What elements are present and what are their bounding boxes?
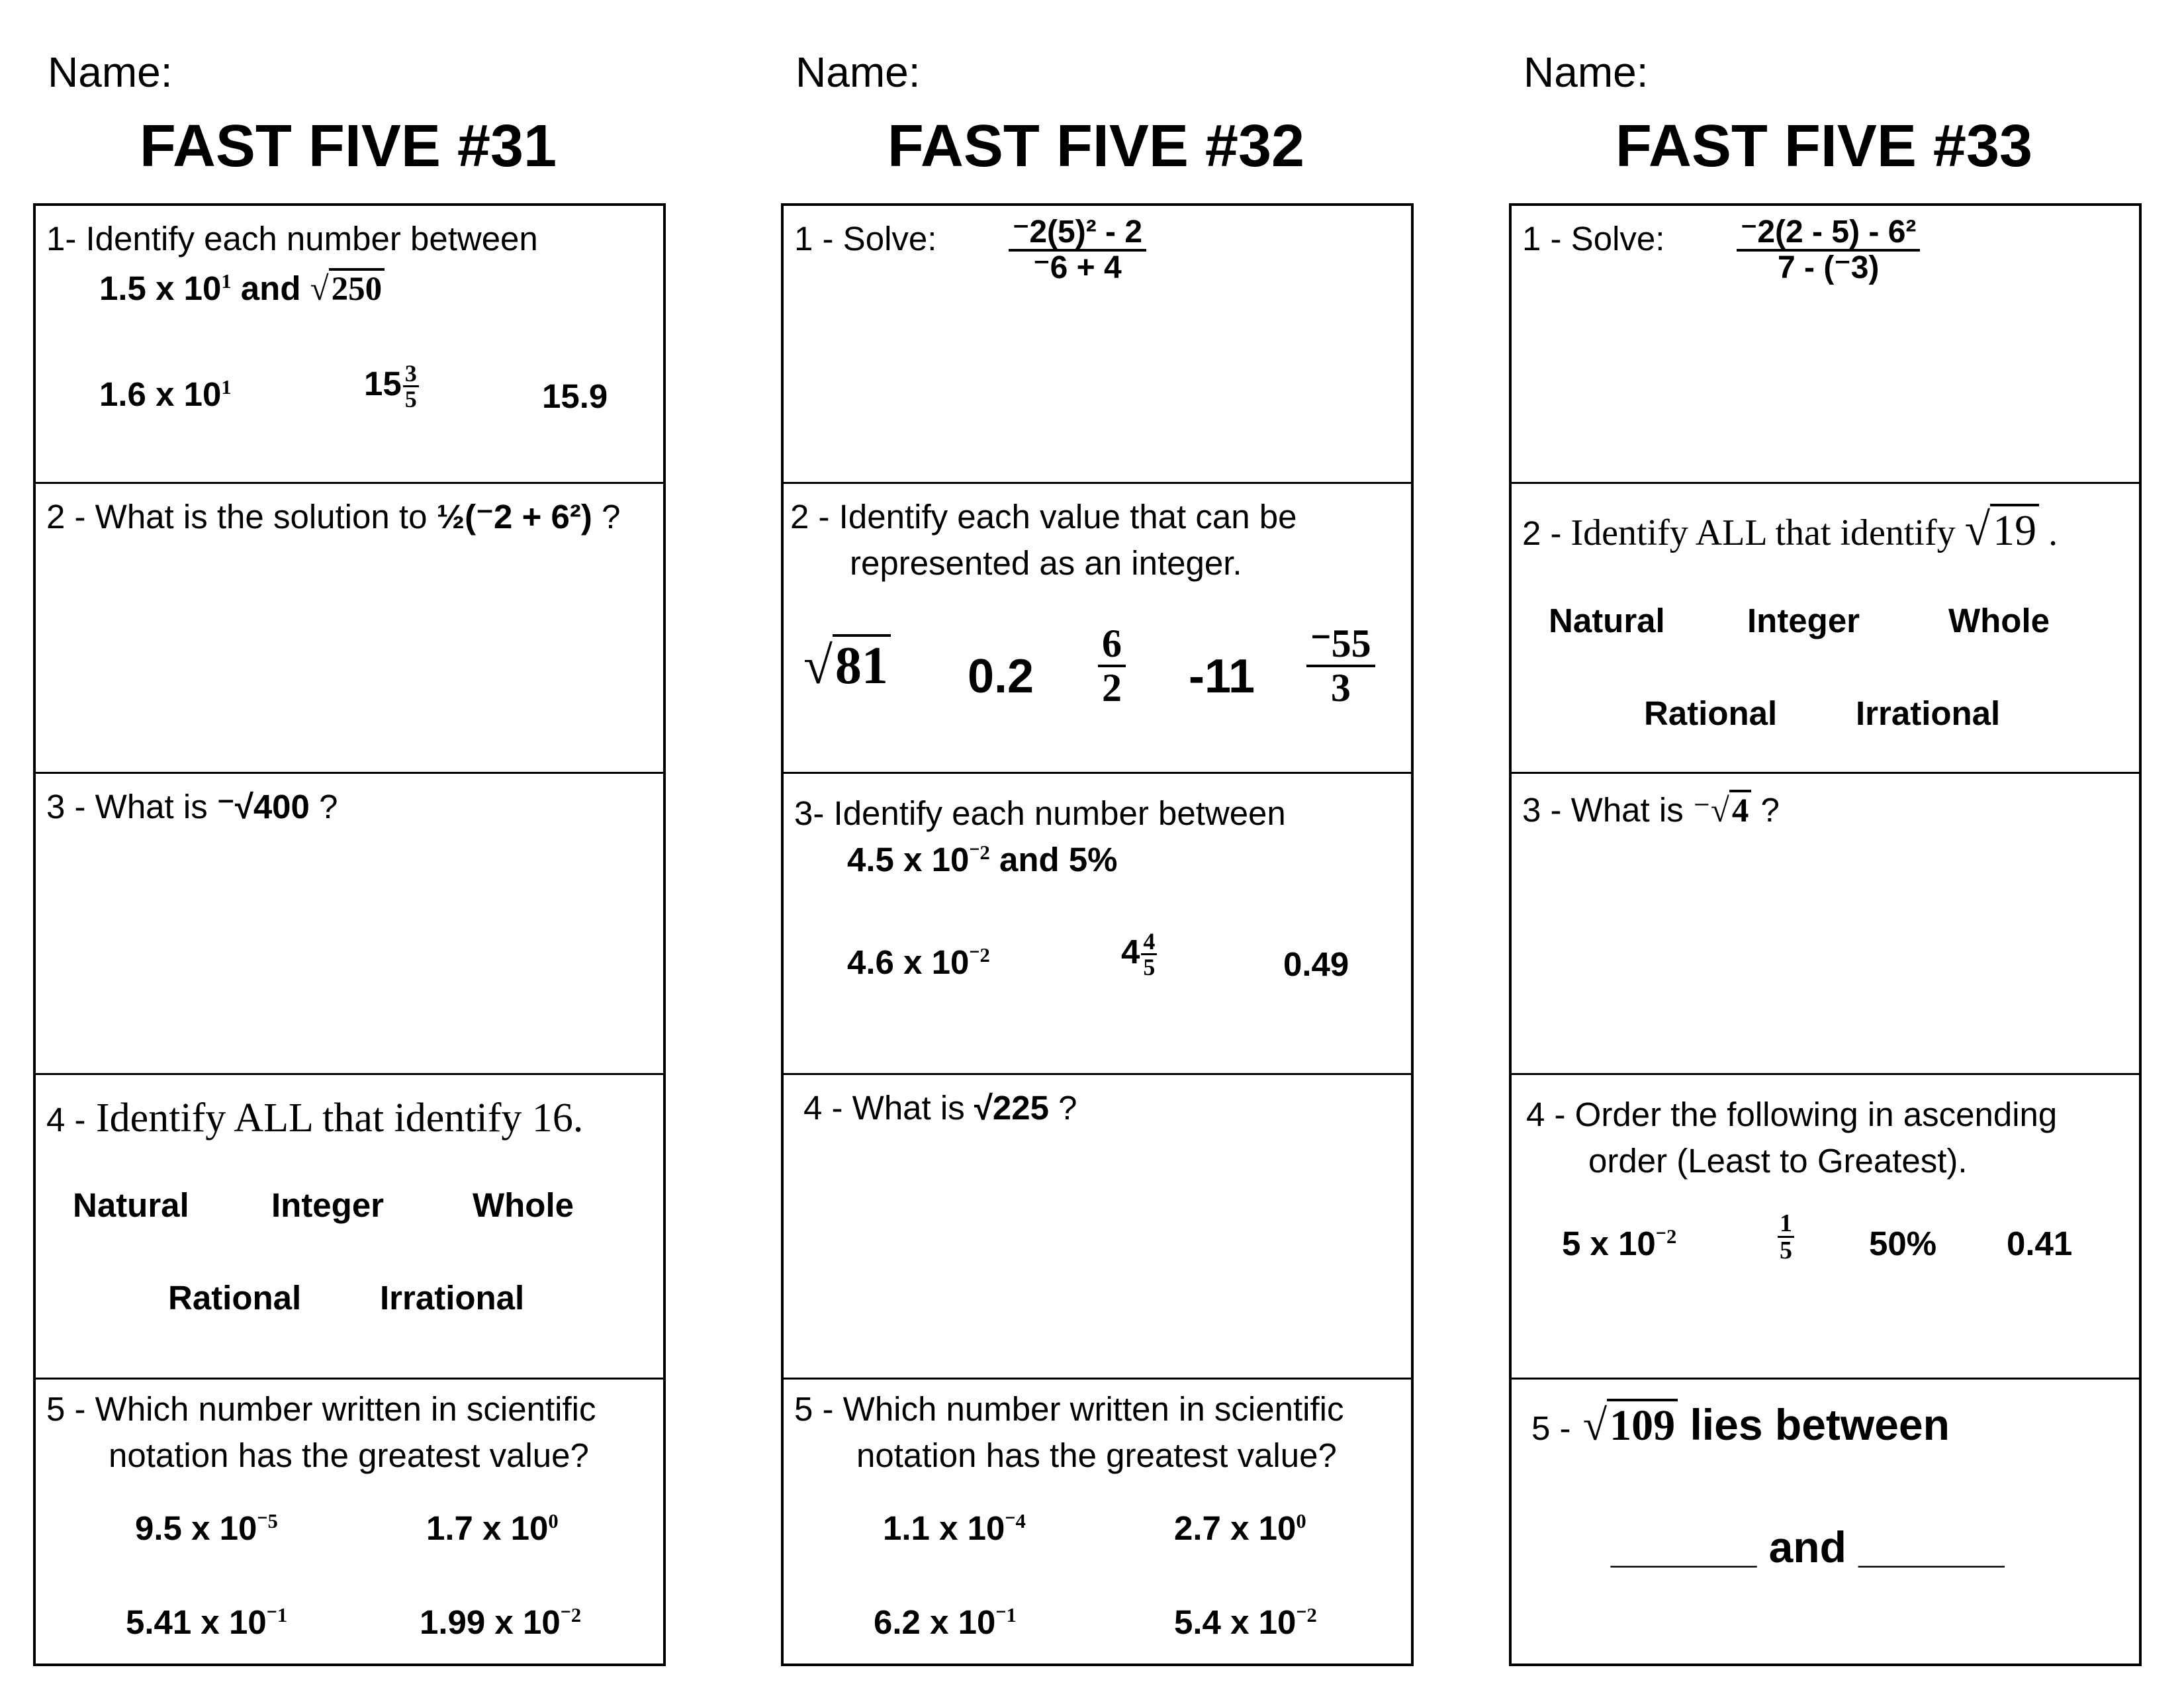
question-3-range: 4.5 x $10^{^-2}$ and 5% [847, 841, 1118, 878]
question-2 [1512, 484, 2139, 774]
option-whole: Whole [1948, 602, 2050, 639]
question-5-prompt: 5 - √109 lies between [1531, 1400, 1950, 1450]
question-1-prompt: 1 - Solve: [1522, 220, 1665, 258]
choice-a: 1.1 x $10^{^-4}$ [883, 1509, 1026, 1547]
question-1 [1512, 206, 2139, 484]
question-5-line2: notation has the greatest value? [109, 1436, 589, 1474]
option-natural: Natural [1549, 602, 1665, 639]
question-1-prompt: 1 - Solve: [794, 220, 937, 258]
option-irrational: Irrational [1856, 694, 2001, 732]
option-natural: Natural [73, 1186, 189, 1224]
option-whole: Whole [473, 1186, 574, 1224]
question-4-prompt: 4 - Identify ALL that identify 16. [46, 1096, 584, 1141]
worksheet-title: FAST FIVE #33 [1615, 113, 2033, 179]
question-2-line1: 2 - Identify each value that can be [790, 498, 1297, 536]
radical-icon: √ [1582, 1401, 1608, 1450]
question-5 [1512, 1380, 2139, 1664]
question-5-line2: notation has the greatest value? [856, 1436, 1337, 1474]
option-rational: Rational [168, 1279, 302, 1317]
choice-b: 1.7 x $10^0$ [426, 1509, 559, 1547]
question-1-expression: $\frac{\text{⁻2(2 - 5) - 6²}}{7 - (^-3)}$ [1737, 216, 1920, 285]
question-3-prompt: 3 - What is ⁻√400 ? [46, 788, 338, 825]
worksheet-title: FAST FIVE #31 [139, 113, 557, 179]
choice-d: 1.99 x $10^{^-2}$ [420, 1603, 582, 1641]
question-1-expression: $\frac{\text{⁻2(5)² - 2}}{^-6 + 4}$ [1009, 216, 1146, 285]
radical-icon: √ [310, 271, 329, 308]
question-3-prompt: 3 - What is ⁻√4 ? [1522, 791, 1780, 829]
question-2-prompt: 2 - What is the solution to ½(⁻2 + 6²) ? [46, 498, 621, 536]
choice-b: 4 $\frac{4}{5}$ [1121, 929, 1157, 979]
question-1 [36, 206, 663, 484]
question-2-line2: represented as an integer. [850, 544, 1242, 582]
radical-icon: √ [1964, 504, 1991, 555]
question-3 [784, 774, 1411, 1075]
question-5-line1: 5 - Which number written in scientific [794, 1390, 1344, 1428]
question-box [33, 203, 666, 1666]
question-5 [784, 1380, 1411, 1664]
value-6-over-2: $\frac{6}{2}$ [1098, 623, 1126, 709]
question-1 [784, 206, 1411, 484]
option-irrational: Irrational [380, 1279, 525, 1317]
choice-c: 6.2 x $10^{^-1}$ [874, 1603, 1017, 1641]
blank-1[interactable]: ______ [1611, 1523, 1757, 1571]
question-4-line1: 4 - Order the following in ascending [1526, 1096, 2058, 1133]
question-box [1509, 203, 2142, 1666]
question-4-prompt: 4 - What is √225 ? [803, 1089, 1077, 1127]
question-4-line2: order (Least to Greatest). [1588, 1142, 1968, 1180]
choice-c: 5.41 x $10^{^-1}$ [126, 1603, 288, 1641]
question-4 [36, 1075, 663, 1380]
value-neg-55-over-3: $\frac{^-55}{3}$ [1306, 623, 1375, 709]
option-integer: Integer [271, 1186, 385, 1224]
question-box [781, 203, 1414, 1666]
radical-icon: √ [1710, 792, 1729, 829]
value-sqrt-81: √81 [803, 636, 891, 696]
question-1-prompt: 1- Identify each number between [46, 220, 538, 258]
answer-blanks: ______ and ______ [1611, 1523, 2005, 1571]
question-1-range: 1.5 x $10^1$ and √250 [99, 269, 385, 308]
question-2 [784, 484, 1411, 774]
choice-c: 0.49 [1283, 945, 1349, 983]
choice-b: 2.7 x $10^0$ [1174, 1509, 1306, 1547]
blank-2[interactable]: ______ [1858, 1523, 2005, 1571]
choice-a: 9.5 x $10^{^-5}$ [135, 1509, 278, 1547]
question-2-prompt: 2 - Identify ALL that identify √19 . [1522, 504, 2058, 555]
choice-a: 4.6 x $10^{^-2}$ [847, 943, 990, 981]
question-4 [784, 1075, 1411, 1380]
question-5 [36, 1380, 663, 1664]
choice-c: 50% [1869, 1225, 1937, 1262]
option-integer: Integer [1747, 602, 1860, 639]
name-label: Name: [48, 48, 173, 96]
question-3 [36, 774, 663, 1075]
choice-c: 15.9 [542, 377, 608, 415]
choice-a: 5 x $10^{^-2}$ [1562, 1225, 1677, 1262]
choice-b: 15 $\frac{3}{5}$ [364, 361, 419, 411]
choice-b: $\frac{1}{5}$ [1776, 1211, 1794, 1263]
choice-a: 1.6 x $10^1$ [99, 375, 232, 413]
question-3-prompt: 3- Identify each number between [794, 794, 1286, 832]
question-5-line1: 5 - Which number written in scientific [46, 1390, 596, 1428]
value-neg-11: -11 [1189, 650, 1255, 703]
radical-icon: √ [803, 637, 833, 695]
worksheet-title: FAST FIVE #32 [887, 113, 1305, 179]
choice-d: 5.4 x $10^{^-2}$ [1174, 1603, 1317, 1641]
option-rational: Rational [1644, 694, 1778, 732]
name-label: Name: [1524, 48, 1649, 96]
question-2 [36, 484, 663, 774]
name-label: Name: [796, 48, 921, 96]
question-3 [1512, 774, 2139, 1075]
question-4 [1512, 1075, 2139, 1380]
choice-d: 0.41 [2007, 1225, 2073, 1262]
value-0-2: 0.2 [968, 650, 1034, 703]
